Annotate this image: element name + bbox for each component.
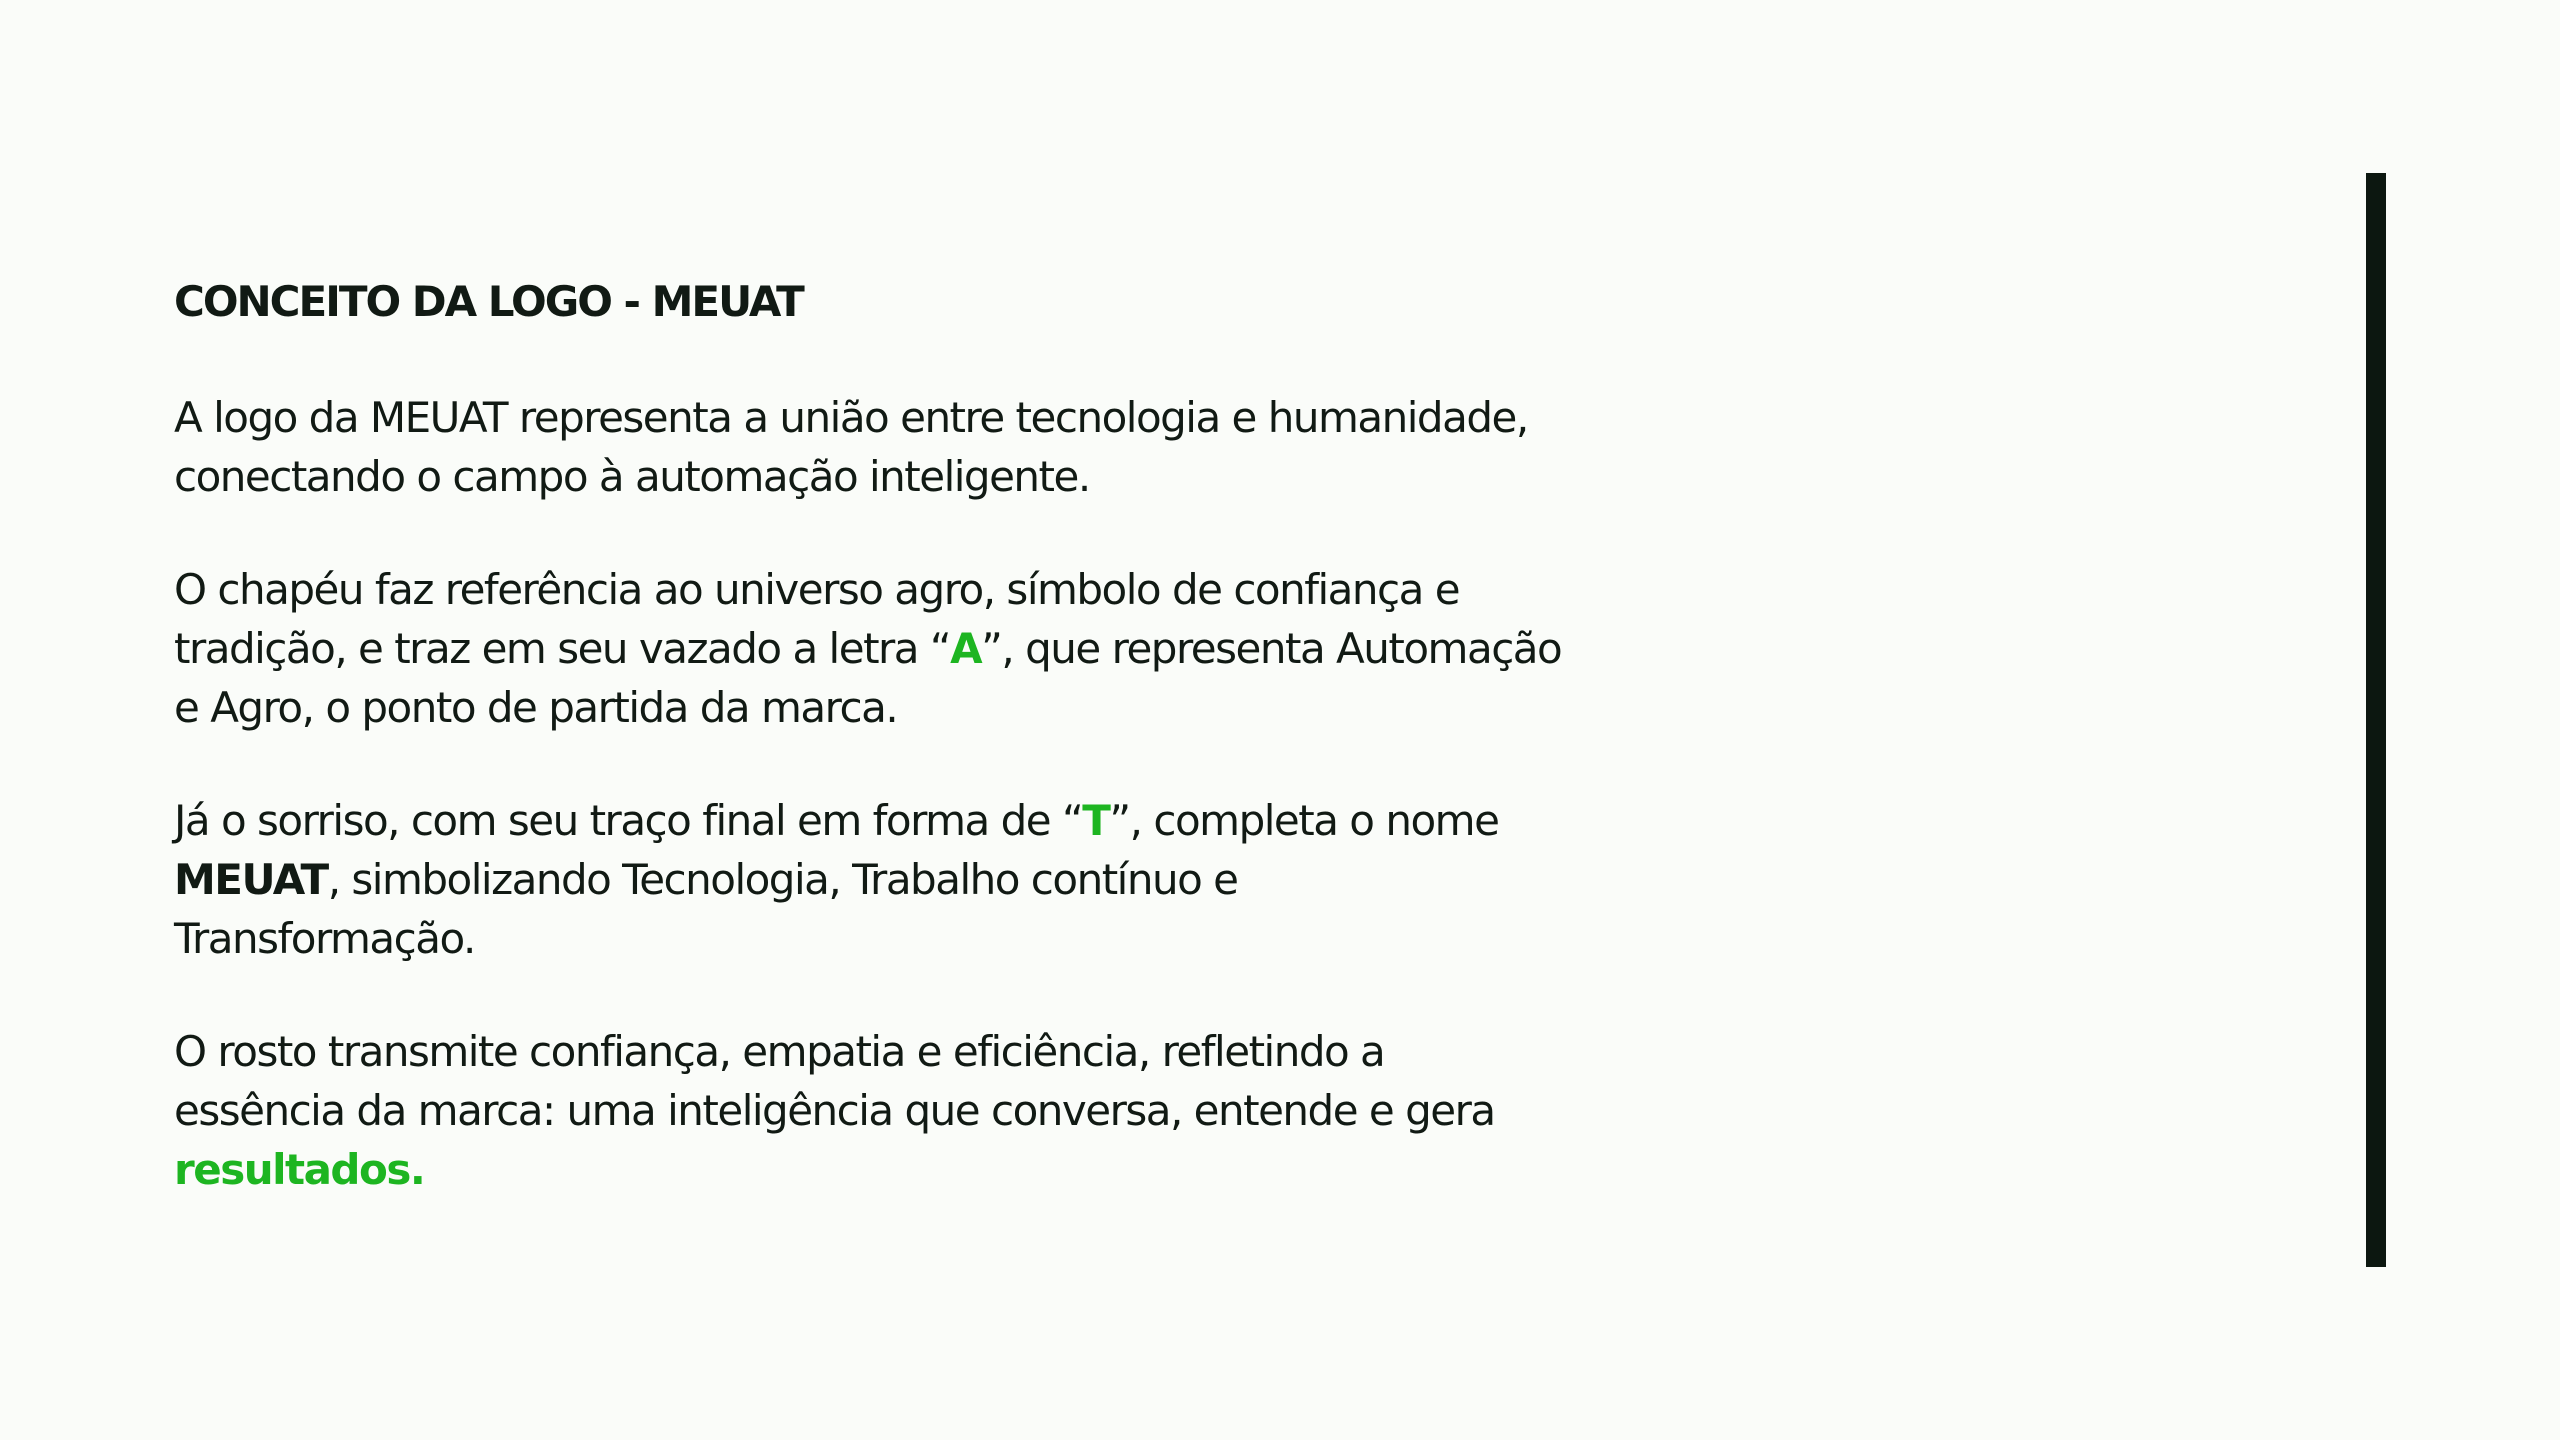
- slide-title: CONCEITO DA LOGO - MEUAT: [174, 277, 803, 326]
- letter-t-highlight: T: [1082, 796, 1110, 845]
- paragraph-text: ”, completa o nome: [1109, 796, 1499, 845]
- paragraph-face: [174, 1022, 1654, 1199]
- paragraph-text: , simbolizando Tecnologia, Trabalho contínuo e: [327, 855, 1238, 904]
- paragraph-line: A logo da MEUAT representa a união entre tecnologia e humanidade,: [174, 393, 1528, 442]
- paragraph-text: tradição, e traz em seu vazado a letra “: [174, 624, 951, 673]
- paragraph-hat: [174, 560, 1654, 737]
- paragraph-line: O chapéu faz referência ao universo agro, símbolo de confiança e: [174, 565, 1460, 614]
- results-highlight: resultados.: [174, 1145, 425, 1194]
- brand-name-bold: MEUAT: [174, 855, 328, 904]
- paragraph-text: ”, que representa Automação: [981, 624, 1562, 673]
- logo-concept-text: [174, 270, 1654, 1199]
- paragraph-line: essência da marca: uma inteligência que conversa, entende e gera: [174, 1086, 1495, 1135]
- paragraph-logo-intro: [174, 388, 1654, 506]
- paragraph-line: O rosto transmite confiança, empatia e eficiência, refletindo a: [174, 1027, 1385, 1076]
- paragraph-line: Transformação.: [174, 914, 475, 963]
- vertical-divider-bar: [2366, 173, 2386, 1267]
- paragraph-smile: [174, 791, 1654, 968]
- paragraph-text: Já o sorriso, com seu traço final em forma de “: [174, 796, 1083, 845]
- paragraph-line: conectando o campo à automação inteligente.: [174, 452, 1090, 501]
- letter-a-highlight: A: [950, 624, 982, 673]
- paragraph-line: e Agro, o ponto de partida da marca.: [174, 683, 898, 732]
